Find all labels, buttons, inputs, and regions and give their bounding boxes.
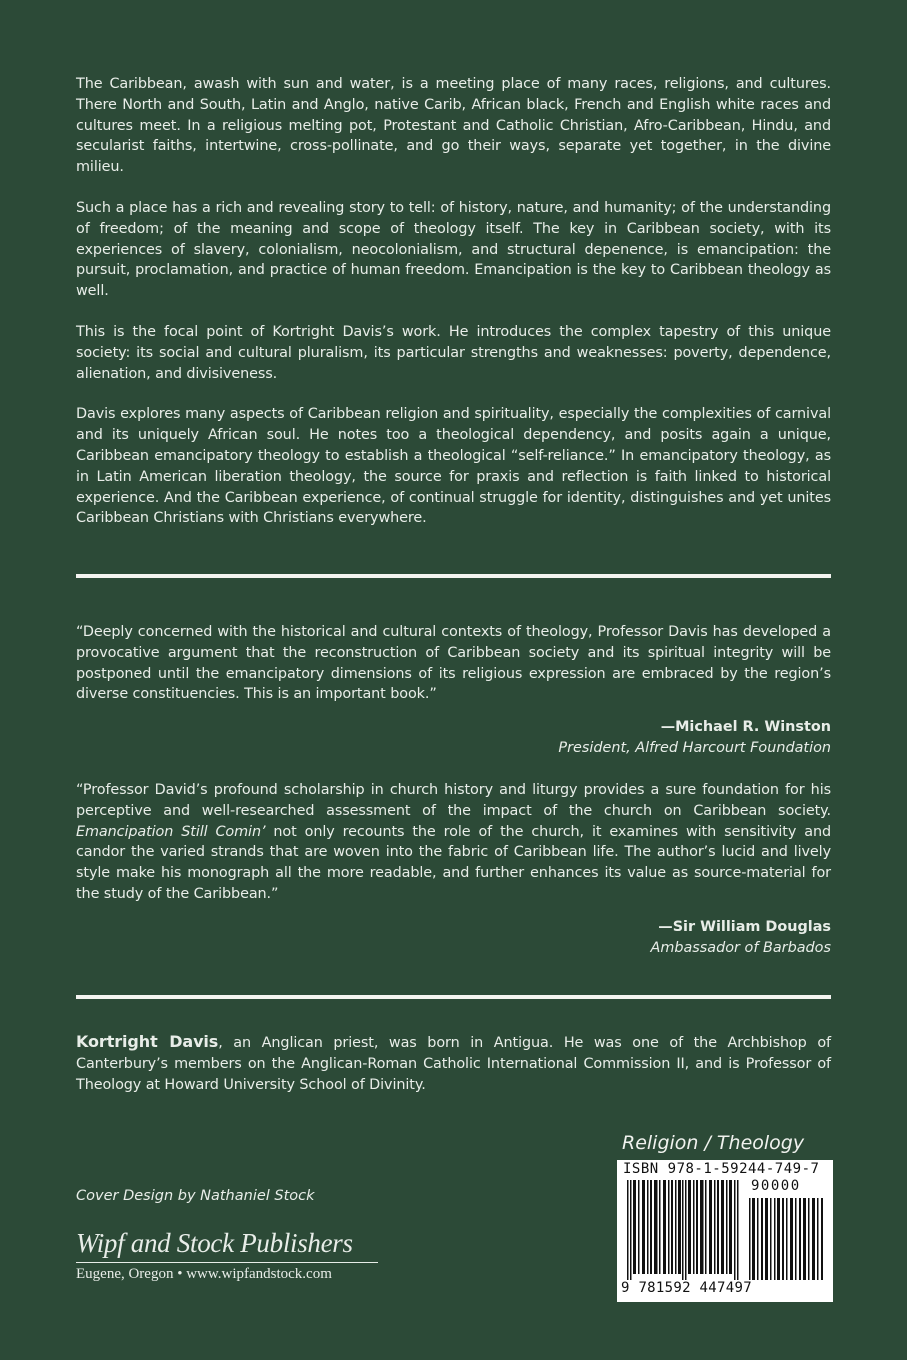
author-bio: [76, 1032, 831, 1095]
endorsement-2: [76, 780, 831, 958]
author-name: Kortright Davis: [76, 1032, 219, 1051]
description-paragraph-2: Such a place has a rich and revealing story to tell: of history, nature, and humanity; of the understanding of freedom; of the meaning and scope of theology itself. The key in Caribbean society, with its experiences of slavery, colonialism, neocolonialism, and structural depenence, is emancipation: the pursuit, proclamation, and practice of human freedom. Emancipation is the key to Caribbean theology as well.: [76, 199, 831, 300]
publisher-location: Eugene, Oregon • www.wipfandstock.com: [76, 1266, 332, 1282]
publisher-name: Wipf and Stock Publishers: [76, 1228, 353, 1258]
barcode-bars: [621, 1180, 745, 1280]
price-addon-bars: [747, 1198, 827, 1280]
section-divider-bottom: [76, 995, 831, 999]
endorsement-2-text: [76, 780, 831, 905]
endorsement-2-text-before: “Professor David’s profound scholarship in church history and liturgy provides a sure foundation for his perceptive and well-researched assessment of the impact of the church on Caribbean society.: [76, 782, 831, 819]
endorsement-1: [76, 622, 831, 759]
endorsement-2-book-title: Emancipation Still Comin’: [76, 823, 266, 840]
isbn-digits: 9 781592 447497: [621, 1280, 752, 1296]
price-code: 90000: [751, 1178, 801, 1194]
author-bio-body: , an Anglican priest, was born in Antigua. He was one of the Archbishop of Canterbury’s members on the Anglican-Roman Catholic International Commission II, and is Professor of Theology at Howard University School of Divinity.: [76, 1035, 831, 1093]
description-block: [76, 74, 831, 549]
endorsement-1-title: President, Alfred Harcourt Foundation: [558, 739, 831, 756]
cover-design-credit: Cover Design by Nathaniel Stock: [76, 1188, 315, 1204]
endorsement-2-title: Ambassador of Barbados: [650, 939, 831, 956]
category-label: Religion / Theology: [622, 1132, 805, 1154]
endorsement-1-name: —Michael R. Winston: [660, 719, 831, 736]
publisher-underline: [76, 1262, 378, 1263]
description-paragraph-3: This is the focal point of Kortright Davis’s work. He introduces the complex tapestry of this unique society: its social and cultural pluralism, its particular strengths and weaknesses: poverty, dependence, alienation, and divisiveness.: [76, 323, 831, 382]
endorsement-1-text: “Deeply concerned with the historical and cultural contexts of theology, Professor Davis has developed a provocative argument that the reconstruction of Caribbean society and its spiritual integrity will be postponed until the emancipatory dimensions of its religious expression are embraced by the region’s diverse constituencies. This is an important book.”: [76, 624, 831, 703]
endorsement-2-text-after: not only recounts the role of the church, it examines with sensitivity and candor the varied strands that are woven into the fabric of Caribbean life. The author’s lucid and lively style make his monograph all the more readable, and further enhances its value as source-material for the study of the Caribbean.”: [76, 823, 832, 902]
isbn-label: ISBN 978-1-59244-749-7: [623, 1161, 820, 1177]
endorsement-2-name: —Sir William Douglas: [658, 918, 831, 935]
section-divider-top: [76, 574, 831, 578]
description-paragraph-1: The Caribbean, awash with sun and water, is a meeting place of many races, religions, and cultures. There North and South, Latin and Anglo, native Carib, African black, French and English white races and cultures meet. In a religious melting pot, Protestant and Catholic Christian, Afro-Caribbean, Hindu, and secularist faiths, intertwine, cross-pollinate, and go their ways, separate yet together, in the divine milieu.: [76, 76, 831, 176]
isbn-barcode: [617, 1160, 833, 1302]
author-bio-text: [76, 1032, 831, 1095]
description-paragraph-4: Davis explores many aspects of Caribbean religion and spirituality, especially the complexities of carnival and its uniquely African soul. He notes too a theological dependency, and posits again a unique, Caribbean emancipatory theology to establish a theological “self-reliance.” In emancipatory theology, as in Latin American liberation theology, the source for praxis and reflection is faith linked to historical experience. And the Caribbean experience, of continual struggle for identity, distinguishes and yet unites Caribbean Christians with Christians everywhere.: [76, 406, 831, 527]
